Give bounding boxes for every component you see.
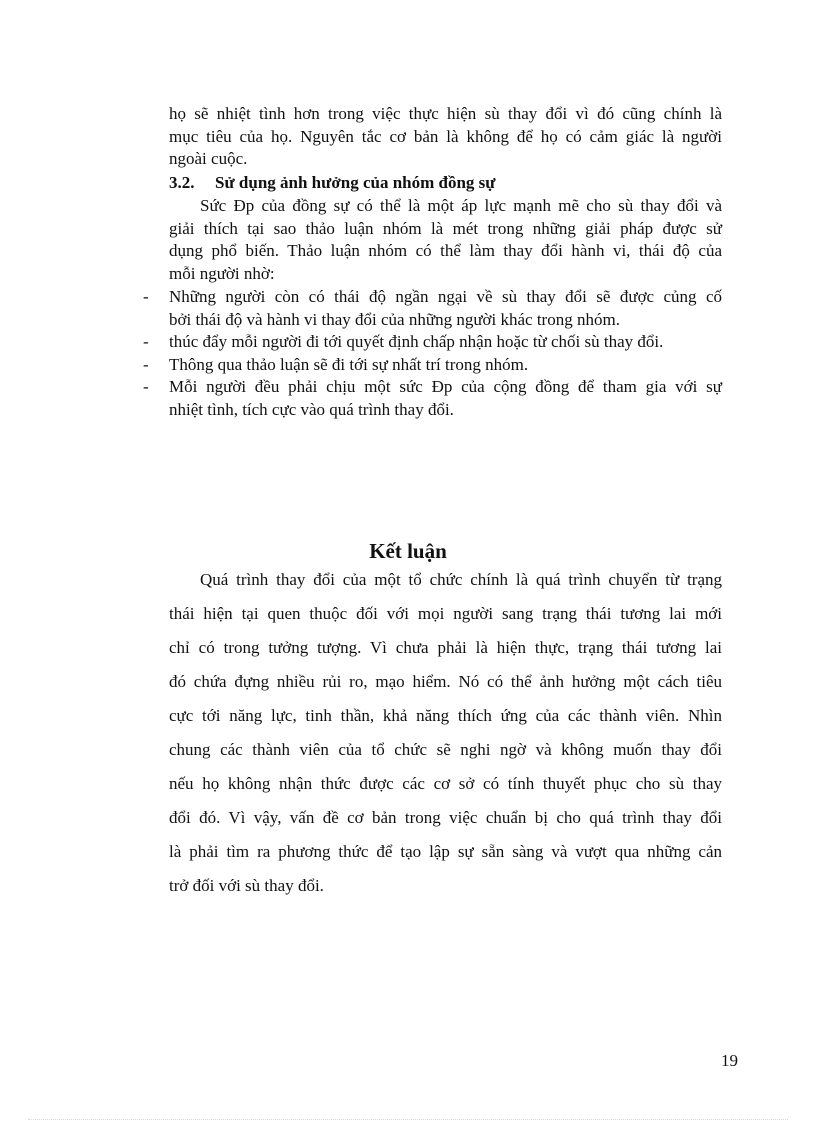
page-number: 19 bbox=[721, 1051, 738, 1070]
bullet-dash: - bbox=[143, 354, 149, 374]
bullet-line: Mỗi người đều phải chịu một sức Đp của cộng đồng để tham gia với sự bbox=[169, 377, 722, 396]
paragraph-line: mỗi người nhờ: bbox=[169, 263, 275, 283]
bullet-line: thúc đẩy mỗi người đi tới quyết định chấp nhận hoặc từ chối sù thay đổi. bbox=[169, 332, 664, 351]
conclusion-title: Kết luận bbox=[369, 539, 447, 563]
paragraph-line: dụng phổ biến. Thảo luận nhóm có thể làm thay đổi hành vi, thái độ của bbox=[169, 241, 722, 260]
conclusion-line: thái hiện tại quen thuộc đối với mọi người sang trạng thái tương lai mới bbox=[169, 604, 722, 623]
bullet-item bbox=[140, 286, 722, 331]
section-paragraph bbox=[169, 195, 722, 285]
bullet-line: bởi thái độ và hành vi thay đổi của những người khác trong nhóm. bbox=[169, 309, 620, 329]
top-paragraph bbox=[169, 103, 722, 171]
bullet-dash: - bbox=[143, 377, 149, 396]
conclusion-line: là phải tìm ra phương thức để tạo lập sự sẵn sàng và vượt qua những cản bbox=[169, 842, 722, 861]
paragraph-line: họ sẽ nhiệt tình hơn trong việc thực hiện sù thay đổi vì đó cũng chính là bbox=[169, 104, 722, 123]
conclusion-line: trở đối với sù thay đổi. bbox=[169, 876, 324, 895]
paragraph-line: mục tiêu của họ. Nguyên tắc cơ bản là không để họ có cảm giác là người bbox=[169, 126, 722, 146]
bullet-line: nhiệt tình, tích cực vào quá trình thay đổi. bbox=[169, 399, 454, 419]
bullet-item bbox=[140, 376, 722, 421]
conclusion-line: nếu họ không nhận thức được các cơ sở có tính thuyết phục cho sù thay bbox=[169, 774, 722, 793]
paragraph-line: ngoài cuộc. bbox=[169, 149, 248, 168]
bottom-divider bbox=[28, 1119, 788, 1120]
conclusion-line: Quá trình thay đổi của một tổ chức chính là quá trình chuyển từ trạng bbox=[200, 570, 722, 589]
bullet-item bbox=[140, 331, 722, 354]
bullet-list bbox=[140, 286, 722, 421]
section-number: 3.2. bbox=[169, 173, 195, 192]
conclusion-line: đổi đó. Vì vậy, vấn đề cơ bản trong việc chuẩn bị cho quá trình thay đổi bbox=[169, 808, 722, 827]
conclusion-line: cực tới năng lực, tinh thần, khả năng thích ứng của các thành viên. Nhìn bbox=[169, 706, 722, 725]
conclusion-line: đó chứa đựng nhiều rủi ro, mạo hiểm. Nó có thể ảnh hưởng một cách tiêu bbox=[169, 672, 722, 691]
bullet-dash: - bbox=[143, 332, 149, 351]
section-heading bbox=[169, 172, 496, 194]
conclusion-paragraph bbox=[169, 563, 722, 903]
bullet-item bbox=[140, 354, 722, 377]
bullet-line: Thông qua thảo luận sẽ đi tới sự nhất trí trong nhóm. bbox=[169, 354, 529, 374]
paragraph-line: Sức Đp của đồng sự có thể là một áp lực mạnh mẽ cho sù thay đổi và bbox=[200, 196, 722, 215]
bullet-line: Những người còn có thái độ ngần ngại về sù thay đổi sẽ được củng cố bbox=[169, 287, 722, 306]
conclusion-line: chung các thành viên của tổ chức sẽ nghi ngờ và không muốn thay đổi bbox=[169, 740, 722, 759]
conclusion-line: chỉ có trong tưởng tượng. Vì chưa phải là hiện thực, trạng thái tương lai bbox=[169, 638, 722, 657]
bullet-dash: - bbox=[143, 287, 149, 306]
section-title: Sử dụng ảnh hưởng của nhóm đồng sự bbox=[215, 173, 496, 192]
paragraph-line: giải thích tại sao thảo luận nhóm là mét trong những giải pháp được sử bbox=[169, 218, 722, 238]
